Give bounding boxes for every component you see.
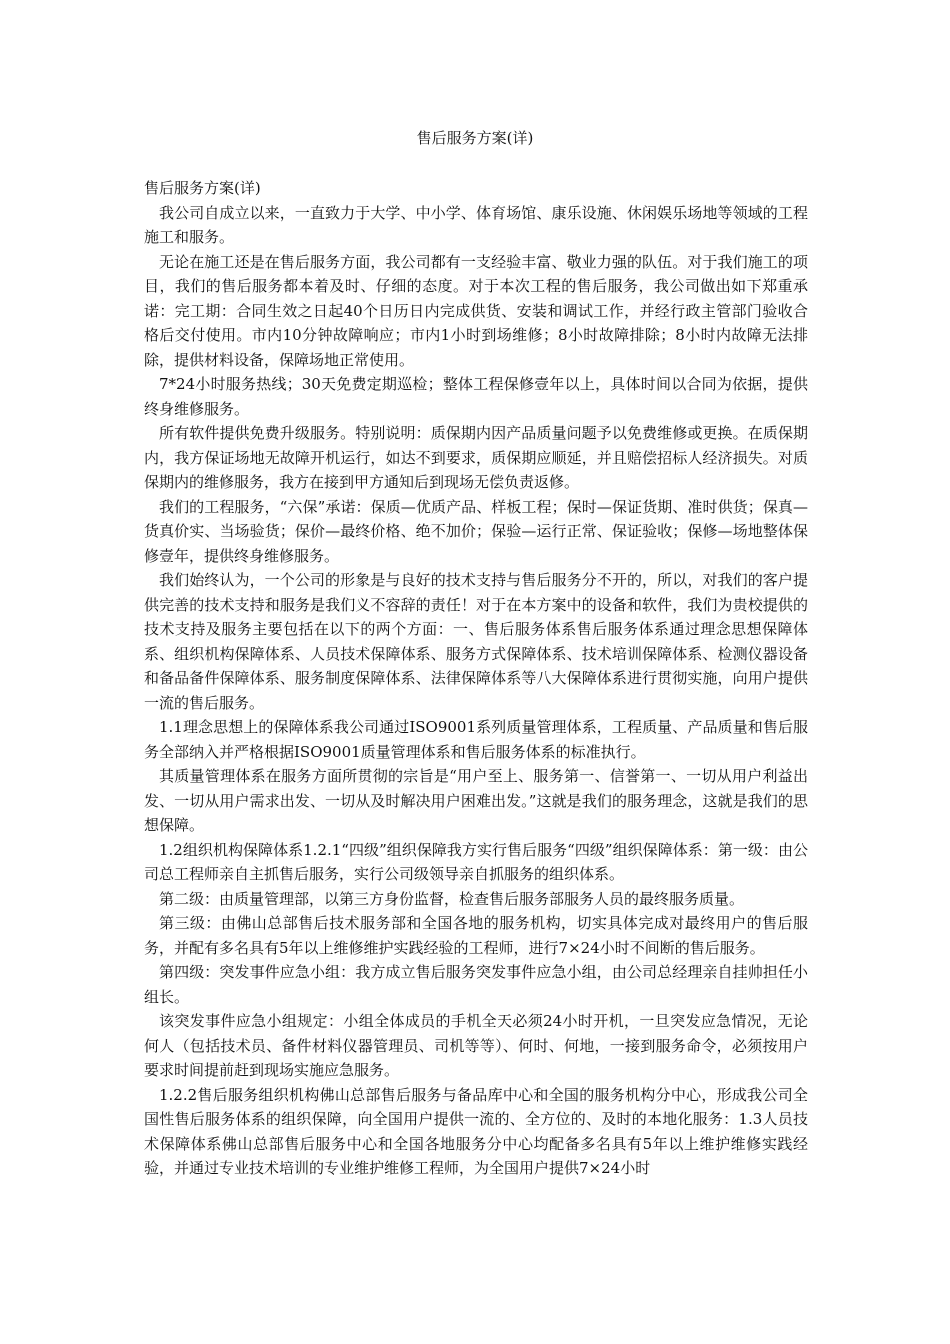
paragraph-service-system: 我们始终认为，一个公司的形象是与良好的技术支持与售后服务分不开的，所以，对我们的客户提供完善的技术支持和服务是我们义不容辞的责任！对于在本方案中的设备和软件，我们为贵校提供的技术支持及服务主要包括在以下的两个方面：一、售后服务体系售后服务体系通过理念思想保障体系、组织机构保障体系、人员技术保障体系、服务方式保障体系、技术培训保障体系、检测仪器设备和备品备件保障体系、服务制度保障体系、法律保障体系等八大保障体系进行贯彻实施，向用户提供一流的售后服务。 bbox=[144, 571, 808, 712]
paragraph-six-guarantees: 我们的工程服务，“六保”承诺：保质—优质产品、样板工程；保时—保证货期、准时供货；保真—货真价实、当场验货；保价—最终价格、绝不加价；保验—运行正常、保证验收；保修—场地整体保修壹年，提供终身维修服务。 bbox=[144, 497, 808, 565]
paragraph-intro: 我公司自成立以来，一直致力于大学、中小学、体育场馆、康乐设施、休闲娱乐场地等领域的工程施工和服务。 bbox=[144, 203, 808, 246]
paragraph-level-two: 第二级：由质量管理部，以第三方身份监督，检查售后服务部服务人员的最终服务质量。 bbox=[159, 889, 745, 908]
document-title: 售后服务方案(详) bbox=[416, 129, 534, 147]
document-subtitle: 售后服务方案(详) bbox=[144, 179, 261, 197]
paragraph-emergency-rules: 该突发事件应急小组规定：小组全体成员的手机全天必须24小时开机，一旦突发应急情况，无论何人（包括技术员、备件材料仪器管理员、司机等等）、何时、何地，一接到服务命令，必须按用户要求时间提前赶到现场实施应急服务。 bbox=[144, 1012, 808, 1079]
paragraph-quality-tenet: 其质量管理体系在服务方面所贯彻的宗旨是“用户至上、服务第一、信誉第一、一切从用户利益出发、一切从用户需求出发、一切从及时解决用户困难出发。”这就是我们的服务理念，这就是我们的思想保障。 bbox=[144, 767, 808, 834]
paragraph-section-1-2-2: 1.2.2售后服务组织机构佛山总部售后服务与备品库中心和全国的服务机构分中心，形成我公司全国性售后服务体系的组织保障，向全国用户提供一流的、全方位的、及时的本地化服务：1.3人员技术保障体系佛山总部售后服务中心和全国各地服务分中心均配备多名具有5年以上维护维修实践经验，并通过专业技术培训的专业维护维修工程师，为全国用户提供7×24小时 bbox=[144, 1085, 808, 1177]
paragraph-level-four: 第四级：突发事件应急小组：我方成立售后服务突发事件应急小组，由公司总经理亲自挂帅担任小组长。 bbox=[144, 963, 808, 1006]
paragraph-section-1-1: 1.1理念思想上的保障体系我公司通过ISO9001系列质量管理体系，工程质量、产品质量和售后服务全部纳入并严格根据ISO9001质量管理体系和售后服务体系的标准执行。 bbox=[144, 718, 808, 761]
document-body bbox=[144, 176, 808, 1181]
paragraph-hotline: 7*24小时服务热线；30天免费定期巡检；整体工程保修壹年以上，具体时间以合同为依据，提供终身维修服务。 bbox=[144, 375, 808, 418]
paragraph-section-1-2: 1.2组织机构保障体系1.2.1“四级”组织保障我方实行售后服务“四级”组织保障体系：第一级：由公司总工程师亲自主抓售后服务，实行公司级领导亲自抓服务的组织体系。 bbox=[144, 840, 808, 883]
paragraph-commitment: 无论在施工还是在售后服务方面，我公司都有一支经验丰富、敬业力强的队伍。对于我们施工的项目，我们的售后服务都本着及时、仔细的态度。对于本次工程的售后服务，我公司做出如下郑重承诺：完工期：合同生效之日起40个日历日内完成供货、安装和调试工作，并经行政主管部门验收合格后交付使用。市内10分钟故障响应；市内1小时到场维修；8小时故障排除；8小时内故障无法排除，提供材料设备，保障场地正常使用。 bbox=[144, 252, 808, 369]
paragraph-software: 所有软件提供免费升级服务。特别说明：质保期内因产品质量问题予以免费维修或更换。在质保期内，我方保证场地无故障开机运行，如达不到要求，质保期应顺延，并且赔偿招标人经济损失。对质保期内的维修服务，我方在接到甲方通知后到现场无偿负责返修。 bbox=[144, 424, 808, 491]
paragraph-level-three: 第三级：由佛山总部售后技术服务部和全国各地的服务机构，切实具体完成对最终用户的售后服务，并配有多名具有5年以上维修维护实践经验的工程师，进行7×24小时不间断的售后服务。 bbox=[144, 914, 808, 957]
